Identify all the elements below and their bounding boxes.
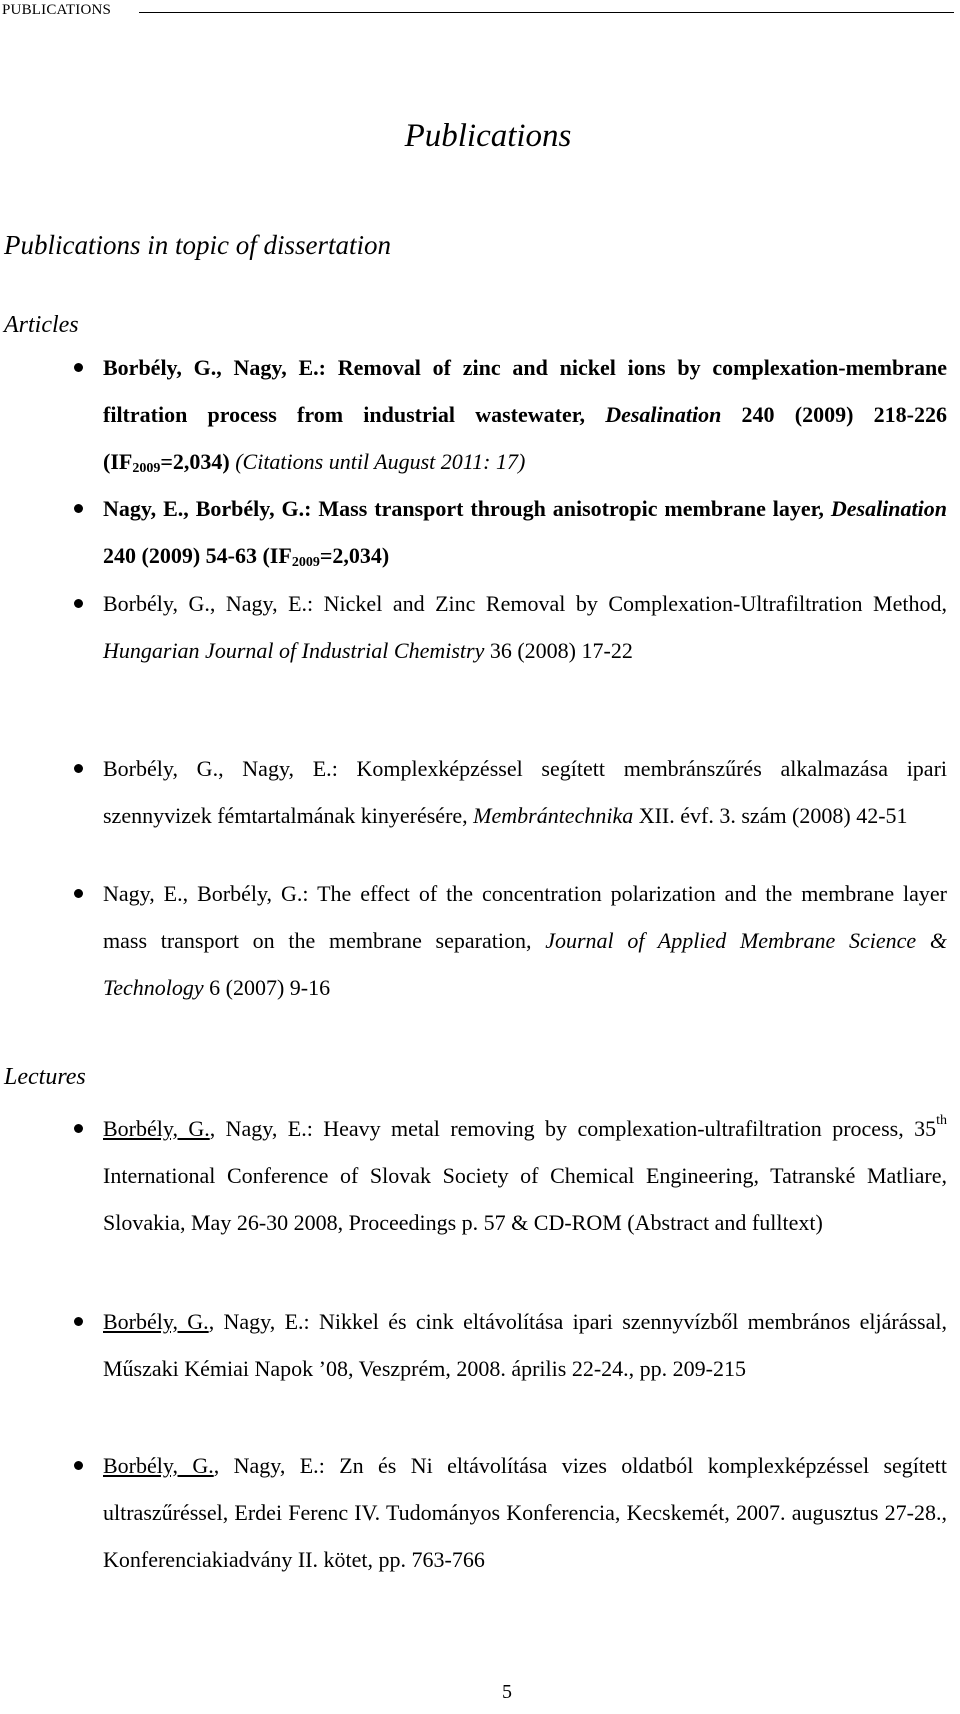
article-title: : Komplexképzéssel segített membránszűrés alkalmazása ipari szennyvizek fémtartalmának kinyerésére, <box>103 756 948 828</box>
article-title: : Nickel and Zinc Removal by Complexation-Ultrafiltration Method, <box>307 591 947 616</box>
bullet-icon <box>74 1317 83 1326</box>
bullet-icon <box>74 599 83 608</box>
article-title: : Mass transport through anisotropic membrane layer, <box>304 496 831 521</box>
lecture-entry <box>103 1105 947 1246</box>
lecture-coauthor: , Nagy, E. <box>208 1309 304 1334</box>
page-number: 5 <box>502 1681 512 1703</box>
impact-factor-value: =2,034) <box>160 449 230 474</box>
bullet-icon <box>74 764 83 773</box>
article-details: 240 (2009) 54-63 (IF <box>103 543 292 568</box>
bullet-icon <box>74 504 83 513</box>
article-journal: Desalination <box>605 402 722 427</box>
article-authors: Borbély, G., Nagy, E. <box>103 591 308 616</box>
bullet-icon <box>74 363 83 372</box>
header-rule <box>139 12 954 13</box>
article-authors: Nagy, E., Borbély, G. <box>103 881 303 906</box>
lecture-text: : Zn és Ni eltávolítása vizes oldatból komplexképzéssel segített ultraszűréssel, Erdei Ferenc IV. Tudományos Konferencia, Kecskemét, 2007. augusztus 27-28., Konferenciakiadvány II. kötet, pp. 763-766 <box>103 1453 947 1572</box>
article-entry <box>103 870 947 1011</box>
page-title: Publications <box>404 118 572 154</box>
article-entry <box>103 344 947 485</box>
lecture-entry <box>103 1298 947 1392</box>
running-header-title: PUBLICATIONS <box>2 2 112 18</box>
bullet-icon <box>74 1461 83 1470</box>
article-entry <box>103 485 947 579</box>
impact-factor-year: 2009 <box>132 461 161 476</box>
section-heading: Publications in topic of dissertation <box>4 230 391 260</box>
lecture-coauthor: , Nagy, E. <box>213 1453 319 1478</box>
lecture-author: Borbély, G. <box>103 1453 214 1478</box>
lecture-text: : Nikkel és cink eltávolítása ipari szennyvízből membrános eljárással, Műszaki Kémiai Napok ’08, Veszprém, 2008. április 22-24., pp. 209-215 <box>103 1309 947 1381</box>
bullet-icon <box>74 1124 83 1133</box>
article-citations: (Citations until August 2011: 17) <box>229 449 526 474</box>
article-title: : The effect of the concentration polarization and the membrane layer mass transport on the membrane separation, <box>103 881 948 953</box>
article-authors: Borbély, G., Nagy, E. <box>103 355 319 380</box>
article-journal: Journal of Applied Membrane Science & Technology <box>103 928 947 1000</box>
article-journal: Desalination <box>830 496 947 521</box>
running-header <box>0 0 960 26</box>
article-journal: Hungarian Journal of Industrial Chemistry <box>103 638 485 663</box>
lecture-entry <box>103 1442 947 1583</box>
lectures-heading: Lectures <box>4 1064 86 1090</box>
lecture-author: Borbély, G. <box>103 1116 210 1141</box>
articles-heading: Articles <box>4 312 79 338</box>
article-entry <box>103 580 947 674</box>
article-journal: Membrántechnika <box>473 803 634 828</box>
bullet-icon <box>74 889 83 898</box>
article-details: XII. évf. 3. szám (2008) 42-51 <box>633 803 908 828</box>
article-title: : Removal of zinc and nickel ions by complexation-membrane filtration process from industrial wastewater, <box>103 355 947 427</box>
article-details: 36 (2008) 17-22 <box>484 638 633 663</box>
article-authors: Nagy, E., Borbély, G. <box>103 496 305 521</box>
lecture-text: : Heavy metal removing by complexation-ultrafiltration process, 35 <box>306 1116 937 1141</box>
impact-factor-value: =2,034) <box>319 543 390 568</box>
lecture-author: Borbély, G. <box>103 1309 209 1334</box>
article-details: 6 (2007) 9-16 <box>203 975 331 1000</box>
lecture-coauthor: , Nagy, E. <box>209 1116 307 1141</box>
article-details: 240 (2009) 218-226 (IF <box>103 402 947 474</box>
article-entry <box>103 745 947 839</box>
impact-factor-year: 2009 <box>291 555 320 570</box>
lecture-superscript: th <box>936 1113 947 1128</box>
article-authors: Borbély, G., Nagy, E. <box>103 756 332 781</box>
lecture-text-continued: International Conference of Slovak Society of Chemical Engineering, Tatranské Matliare, Slovakia, May 26-30 2008, Proceedings p. 57 & CD-ROM (Abstract and fulltext) <box>103 1163 947 1235</box>
